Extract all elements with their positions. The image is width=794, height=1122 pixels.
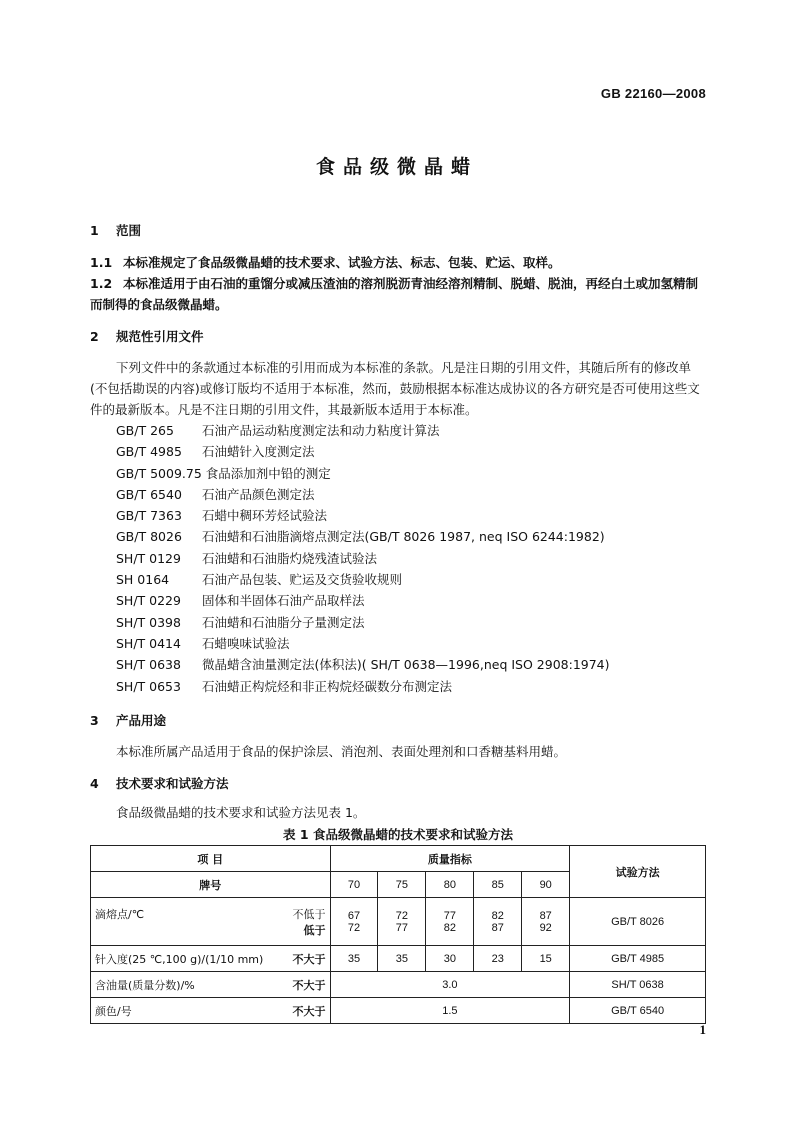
reference-item	[90, 505, 706, 526]
section-number: 2	[90, 329, 99, 344]
value-cell: 35	[330, 946, 378, 972]
max-value: 87	[491, 921, 504, 934]
value-cell: 23	[474, 946, 522, 972]
reference-name: 石油产品运动粘度测定法和动力粘度计算法	[201, 423, 440, 438]
value-cell: 35	[378, 946, 426, 972]
reference-code: SH/T 0653	[116, 678, 181, 694]
reference-code: SH/T 0414	[116, 635, 181, 651]
condition-min: 不低于	[292, 907, 326, 921]
label-oil-content: 含油量(质量分数)/%	[95, 978, 195, 992]
reference-code: GB/T 4985	[116, 444, 182, 460]
section-3-text: 本标准所属产品适用于食品的保护涂层、消泡剂、表面处理剂和口香糖基料用蜡。	[116, 743, 567, 759]
condition: 不大于	[292, 1004, 326, 1018]
grade-cell: 70	[330, 872, 378, 898]
section-number: 1	[90, 223, 99, 238]
reference-item	[90, 463, 706, 484]
reference-name: 石蜡嗅味试验法	[201, 635, 290, 651]
header-grade: 牌号	[91, 872, 331, 898]
reference-code: SH/T 0129	[116, 550, 181, 566]
grade-cell: 80	[426, 872, 474, 898]
reference-code: GB/T 6540	[116, 486, 182, 502]
table-header-row	[91, 846, 706, 872]
standard-code: GB 22160—2008	[600, 86, 706, 101]
page-title: 食品级微晶蜡	[315, 156, 478, 178]
value-cell: 1.5	[330, 998, 570, 1024]
header-quality: 质量指标	[330, 846, 570, 872]
reference-name: 微晶蜡含油量测定法(体积法)( SH/T 0638—1996,neq ISO 2908:1974)	[201, 657, 610, 673]
reference-name: 石油蜡和石油脂分子量测定法	[201, 614, 365, 630]
reference-code: GB/T 5009.75	[116, 465, 202, 481]
table-row	[91, 898, 706, 946]
method-cell: GB/T 8026	[570, 898, 706, 946]
reference-name: 石油产品包装、贮运及交货验收规则	[201, 572, 402, 588]
reference-item	[90, 548, 706, 569]
method-cell: GB/T 4985	[570, 946, 706, 972]
clause-text: 本标准规定了食品级微晶蜡的技术要求、试验方法、标志、包装、贮运、取样。	[123, 255, 561, 270]
value-cell: 15	[522, 946, 570, 972]
reference-name: 石油产品颜色测定法	[201, 486, 315, 502]
table-row	[91, 998, 706, 1024]
reference-name: 石油蜡和石油脂滴熔点测定法(GB/T 8026 1987, neq ISO 6244:1982)	[201, 529, 605, 545]
grade-cell: 90	[522, 872, 570, 898]
min-value: 87	[539, 909, 552, 922]
section-title: 产品用途	[116, 712, 167, 728]
section-title: 技术要求和试验方法	[116, 775, 229, 791]
clause-1-2	[90, 273, 706, 315]
page-number: 1	[699, 1022, 706, 1037]
value-cell	[522, 898, 570, 946]
section-4-text: 食品级微晶蜡的技术要求和试验方法见表 1。	[116, 804, 366, 820]
max-value: 82	[443, 921, 456, 934]
max-value: 92	[539, 921, 552, 934]
value-cell	[378, 898, 426, 946]
header-item: 项 目	[91, 846, 331, 872]
value-cell	[330, 898, 378, 946]
grade-cell: 75	[378, 872, 426, 898]
table-row	[91, 972, 706, 998]
reference-item	[90, 484, 706, 505]
reference-code: GB/T 7363	[116, 508, 182, 524]
document-body	[90, 221, 706, 849]
section-number: 3	[90, 712, 99, 728]
reference-name: 石油蜡针入度测定法	[201, 444, 315, 460]
max-value: 77	[395, 921, 409, 934]
section-4-heading	[90, 774, 706, 792]
condition: 不大于	[292, 978, 326, 992]
table-caption: 表 1 食品级微晶蜡的技术要求和试验方法	[283, 826, 513, 842]
section-1-heading	[90, 221, 706, 239]
section-2-heading	[90, 327, 706, 345]
section-2-intro: 下列文件中的条款通过本标准的引用而成为本标准的条款。凡是注日期的引用文件，其随后所有的修改单(不包括勘误的内容)或修订版均不适用于本标准，然而，鼓励根据本标准达成协议的各方研究是否可使用这些文件的最新版本。凡是不注日期的引用文件，其最新版本适用于本标准。	[90, 360, 700, 417]
section-title: 范围	[116, 223, 142, 238]
row-label	[91, 972, 331, 998]
reference-code: GB/T 8026	[116, 529, 182, 545]
reference-item	[90, 676, 706, 697]
value-cell	[426, 898, 474, 946]
max-value: 72	[347, 921, 361, 934]
section-3-heading	[90, 711, 706, 729]
clause-number: 1.1	[90, 255, 113, 270]
reference-item	[90, 420, 706, 441]
reference-item	[90, 633, 706, 654]
reference-item	[90, 526, 706, 547]
row-label	[91, 998, 331, 1024]
value-cell: 30	[426, 946, 474, 972]
clause-number: 1.2	[90, 276, 113, 291]
reference-item	[90, 590, 706, 611]
label-color: 颜色/号	[95, 1004, 132, 1018]
value-cell	[474, 898, 522, 946]
reference-code: SH/T 0398	[116, 614, 181, 630]
reference-name: 石蜡中稠环芳烃试验法	[201, 508, 327, 524]
value-cell: 3.0	[330, 972, 570, 998]
min-value: 67	[347, 909, 361, 922]
grade-cell: 85	[474, 872, 522, 898]
min-value: 82	[491, 909, 504, 922]
reference-list	[90, 420, 706, 697]
min-value: 77	[443, 909, 456, 922]
min-value: 72	[395, 909, 409, 922]
label-penetration: 针入度(25 ℃,100 g)/(1/10 mm)	[95, 952, 264, 966]
row-label	[91, 898, 331, 946]
reference-code: GB/T 265	[116, 423, 174, 438]
reference-item	[90, 569, 706, 590]
reference-item	[90, 654, 706, 675]
reference-item	[90, 441, 706, 462]
condition-max: 低于	[303, 923, 326, 937]
clause-text: 本标准适用于由石油的重馏分或减压渣油的溶剂脱沥青油经溶剂精制、脱蜡、脱油，再经白土或加氢精制而制得的食品级微晶蜡。	[90, 276, 699, 312]
section-title: 规范性引用文件	[116, 329, 204, 344]
reference-name: 石油蜡和石油脂灼烧残渣试验法	[201, 550, 377, 566]
reference-name: 石油蜡正构烷烃和非正构烷烃碳数分布测定法	[201, 678, 452, 694]
reference-code: SH/T 0638	[116, 657, 181, 673]
row-label	[91, 946, 331, 972]
reference-code: SH/T 0229	[116, 593, 181, 609]
section-number: 4	[90, 775, 99, 791]
condition: 不大于	[292, 952, 326, 966]
spec-table	[90, 845, 706, 1024]
header-method: 试验方法	[570, 846, 706, 898]
method-cell: GB/T 6540	[570, 998, 706, 1024]
reference-name: 固体和半固体石油产品取样法	[201, 593, 365, 609]
reference-code: SH 0164	[116, 572, 170, 588]
reference-item	[90, 612, 706, 633]
reference-name: 食品添加剂中铅的测定	[205, 465, 331, 481]
table-row	[91, 946, 706, 972]
label-dropping-point: 滴熔点/℃	[95, 907, 145, 921]
method-cell: SH/T 0638	[570, 972, 706, 998]
clause-1-1	[90, 252, 706, 273]
